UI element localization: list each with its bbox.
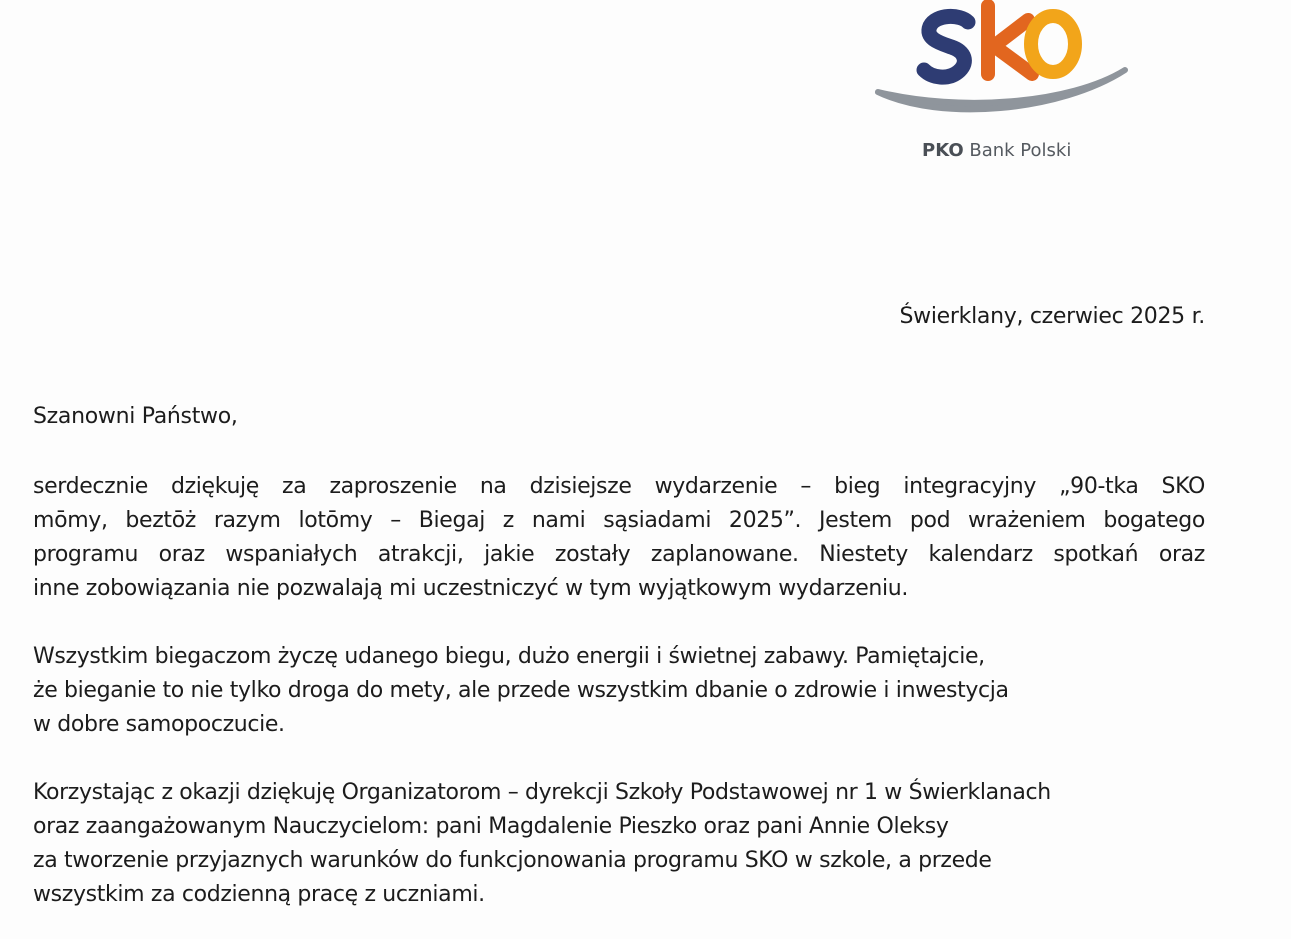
- paragraph-line: że bieganie to nie tylko droga do mety, ale przede wszystkim dbanie o zdrowie i inwestycja: [33, 678, 1009, 703]
- bank-name-bold: PKO: [922, 140, 964, 161]
- bank-name-rest: Bank Polski: [969, 140, 1072, 161]
- logo-letter-s: [924, 16, 968, 77]
- logo-letter-o: [1031, 16, 1075, 72]
- paragraph-line: wszystkim za codzienną pracę z uczniami.: [33, 882, 485, 907]
- paragraph-line: serdecznie dziękuję za zaproszenie na dzisiejsze wydarzenie – bieg integracyjny „90-tka SKO: [33, 474, 1205, 499]
- paragraph-line: mōmy, beztōż razym lotōmy – Biegaj z nami sąsiadami 2025”. Jestem pod wrażeniem bogatego: [33, 508, 1205, 533]
- paragraph-wishes: [33, 640, 1205, 742]
- letter-date: Świerklany, czerwiec 2025 r.: [899, 304, 1205, 329]
- sko-logo-graphic: [870, 0, 1140, 140]
- paragraph-line: Korzystając z okazji dziękuję Organizatorom – dyrekcji Szkoły Podstawowej nr 1 w Świerklanach: [33, 780, 1051, 805]
- paragraph-thanks: [33, 470, 1205, 606]
- paragraph-organizers: [33, 776, 1205, 912]
- letter-salutation: Szanowni Państwo,: [33, 404, 238, 429]
- sko-logo: [870, 0, 1140, 170]
- paragraph-line: za tworzenie przyjaznych warunków do funkcjonowania programu SKO w szkole, a przede: [33, 848, 992, 873]
- paragraph-line: w dobre samopoczucie.: [33, 712, 285, 737]
- logo-swoosh: [878, 70, 1125, 109]
- paragraph-line: Wszystkim biegaczom życzę udanego biegu, dużo energii i świetnej zabawy. Pamiętajcie,: [33, 644, 985, 669]
- paragraph-line: programu oraz wspaniałych atrakcji, jakie zostały zaplanowane. Niestety kalendarz spotkań oraz: [33, 542, 1205, 567]
- paragraph-line: oraz zaangażowanym Nauczycielom: pani Magdalenie Pieszko oraz pani Annie Oleksy: [33, 814, 949, 839]
- paragraph-line: inne zobowiązania nie pozwalają mi uczestniczyć w tym wyjątkowym wydarzeniu.: [33, 576, 908, 601]
- bank-name: [922, 140, 1071, 161]
